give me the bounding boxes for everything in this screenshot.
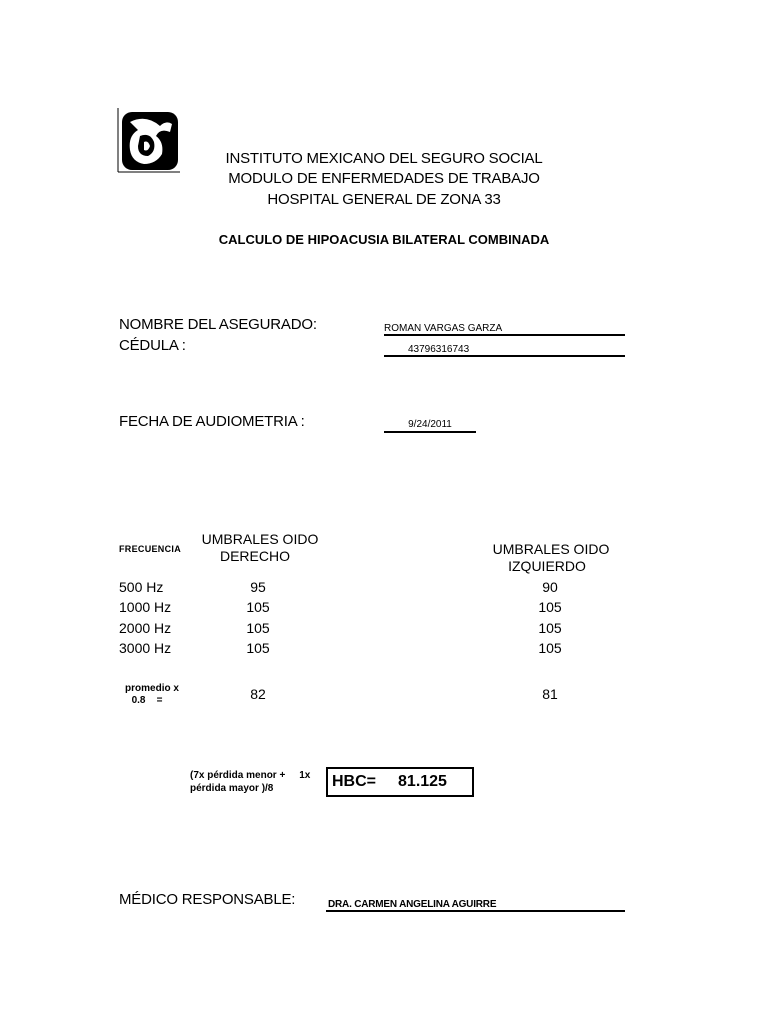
- document-title: CALCULO DE HIPOACUSIA BILATERAL COMBINADA: [218, 232, 550, 247]
- left-ear-header-line1: UMBRALES OIDO: [492, 541, 610, 557]
- frequency-header: FRECUENCIA: [119, 544, 182, 554]
- hospital-name: HOSPITAL GENERAL DE ZONA 33: [267, 191, 501, 208]
- left-ear-header-line2: IZQUIERDO: [508, 558, 586, 574]
- row-2-right: 105: [246, 620, 270, 636]
- average-right: 82: [250, 686, 266, 702]
- row-1-right: 105: [246, 599, 270, 615]
- row-0-frequency: 500 Hz: [119, 579, 164, 595]
- doctor-label: MÉDICO RESPONSABLE:: [119, 891, 296, 908]
- average-label-line2: 0.8 =: [131, 695, 163, 706]
- formula-line1: (7x pérdida menor + 1x: [190, 770, 311, 781]
- hbc-result-box: [326, 767, 474, 797]
- doctor-name: DRA. CARMEN ANGELINA AGUIRRE: [328, 899, 497, 910]
- average-left: 81: [542, 686, 558, 702]
- hbc-label: HBC=: [332, 773, 377, 790]
- id-value: 43796316743: [408, 344, 470, 355]
- average-label-line1: promedio x: [125, 683, 179, 694]
- right-ear-header-line2: DERECHO: [219, 548, 290, 564]
- id-field: [384, 339, 625, 357]
- row-1-frequency: 1000 Hz: [119, 599, 172, 615]
- audiometry-date-label: FECHA DE AUDIOMETRIA :: [119, 413, 305, 430]
- row-0-right: 95: [250, 579, 266, 595]
- row-0-left: 90: [542, 579, 558, 595]
- doctor-field: [326, 894, 625, 912]
- audiometry-date-field: [384, 414, 476, 433]
- right-ear-header-line1: UMBRALES OIDO: [201, 531, 319, 547]
- patient-name-value: ROMAN VARGAS GARZA: [384, 323, 503, 334]
- formula-line2: pérdida mayor )/8: [190, 783, 274, 794]
- row-1-left: 105: [538, 599, 562, 615]
- audiometry-date-value: 9/24/2011: [408, 419, 452, 430]
- hbc-value: 81.125: [398, 773, 447, 790]
- row-2-frequency: 2000 Hz: [119, 620, 172, 636]
- row-3-frequency: 3000 Hz: [119, 640, 172, 656]
- module-name: MODULO DE ENFERMEDADES DE TRABAJO: [228, 170, 540, 187]
- id-label: CÉDULA :: [119, 337, 186, 354]
- patient-name-label: NOMBRE DEL ASEGURADO:: [119, 316, 317, 333]
- patient-name-field: [384, 318, 625, 336]
- row-3-right: 105: [246, 640, 270, 656]
- row-3-left: 105: [538, 640, 562, 656]
- institution-name: INSTITUTO MEXICANO DEL SEGURO SOCIAL: [225, 150, 543, 167]
- row-2-left: 105: [538, 620, 562, 636]
